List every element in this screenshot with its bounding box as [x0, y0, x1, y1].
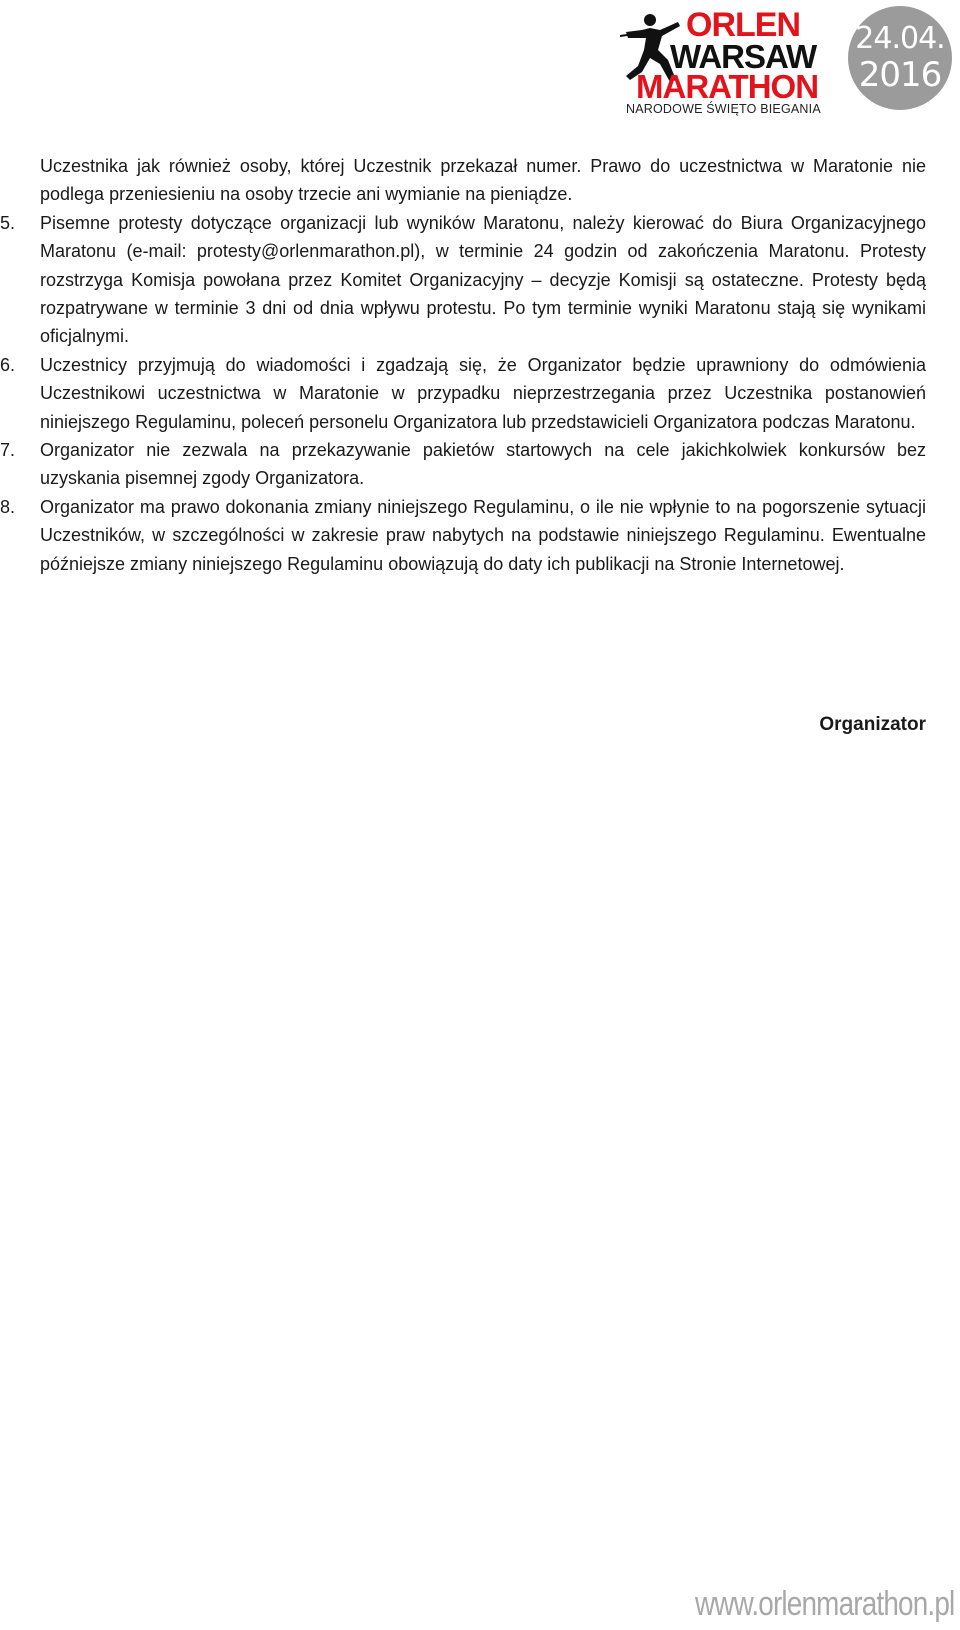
list-item-number: 6. — [0, 354, 16, 375]
logo-word-orlen: ORLEN — [686, 6, 800, 44]
document-body — [0, 152, 926, 578]
list-item — [0, 436, 926, 493]
signature: Organizator — [819, 714, 926, 735]
logo-word-warsaw: WARSAW — [670, 38, 817, 75]
list-item-text: Organizator ma prawo dokonania zmiany niniejszego Regulaminu, o ile nie wpłynie to na pogorszenie sytuacji Uczestników, w szczególności w zakresie praw nabytych na podstawie niniejszego Regulaminu. Ewentualne późniejsze zmiany niniejszego Regulaminu obowiązują do daty ich publikacji na Stronie Internetowej. — [40, 496, 926, 574]
list-item-text: Uczestnicy przyjmują do wiadomości i zgadzają się, że Organizator będzie uprawniony do odmówienia Uczestnikowi uczestnictwa w Maratonie w przypadku nieprzestrzegania przez Uczestnika postanowień niniejszego Regulaminu, poleceń personelu Organizatora lub przedstawicieli Organizatora podczas Maratonu. — [40, 354, 926, 432]
list-item — [0, 351, 926, 436]
list-item-text: Pisemne protesty dotyczące organizacji lub wyników Maratonu, należy kierować do Biura Organizacyjnego Maratonu (e-mail: protesty@orlenmarathon.pl), w terminie 24 godzin od zakończenia Maratonu. Protesty rozstrzyga Komisja powołana przez Komitet Organizacyjny – decyzje Komisji są ostateczne. Protesty będą rozpatrywane w terminie 3 dni od dnia wpływu protestu. Po tym terminie wyniki Maratonu stają się wynikami oficjalnymi. — [40, 212, 926, 347]
list-item-text: Organizator nie zezwala na przekazywanie pakietów startowych na cele jakichkolwiek konkursów bez uzyskania pisemnej zgody Organizatora. — [40, 440, 926, 489]
list-item — [0, 209, 926, 351]
event-date-year: 2016 — [858, 55, 942, 95]
list-item-number: 8. — [0, 496, 16, 517]
logo-word-marathon: MARATHON — [636, 68, 819, 105]
list-item-number: 5. — [0, 212, 16, 233]
logo-wordmark — [620, 6, 848, 118]
continuation-paragraph: Uczestnika jak również osoby, której Uczestnik przekazał numer. Prawo do uczestnictwa w Maratonie nie podlega przeniesieniu na osoby trzecie ani wymianie na pieniądze. — [40, 156, 926, 205]
list-item — [0, 493, 926, 578]
logo-tagline: NARODOWE ŚWIĘTO BIEGANIA — [626, 102, 821, 116]
list-item-number: 7. — [0, 440, 16, 461]
orlen-warsaw-marathon-logo — [620, 6, 954, 118]
event-date-day-month: 24.04. — [855, 21, 945, 56]
footer-website-url: www.orlenmarathon.pl — [694, 1585, 954, 1623]
event-date-badge — [848, 6, 952, 110]
